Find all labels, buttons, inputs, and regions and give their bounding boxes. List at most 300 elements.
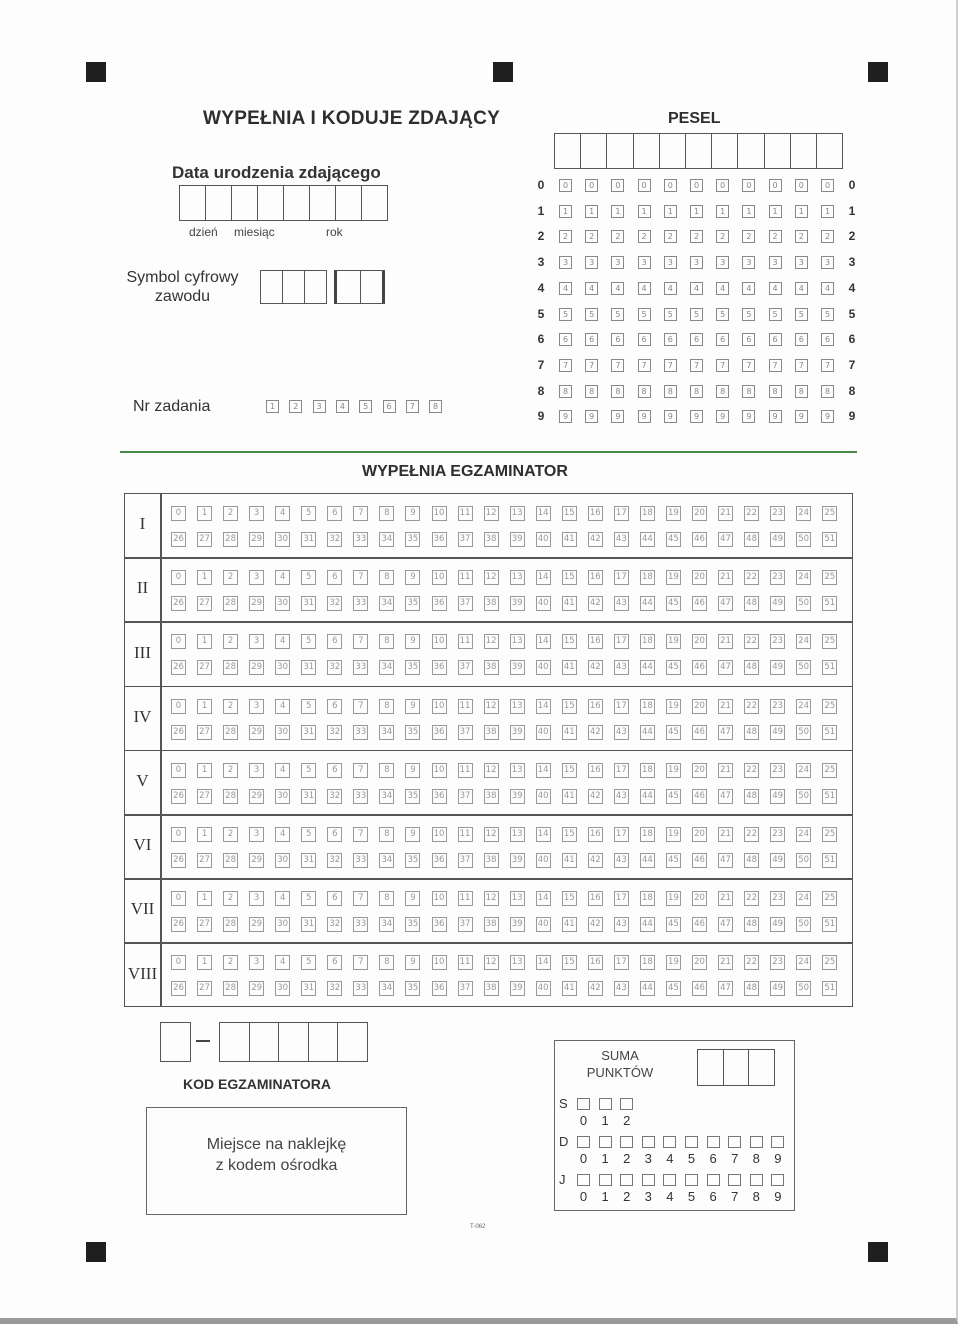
- score-option[interactable]: 15: [562, 570, 577, 585]
- score-option[interactable]: 21: [718, 763, 733, 778]
- score-option[interactable]: 26: [171, 532, 186, 547]
- score-option[interactable]: 19: [666, 570, 681, 585]
- score-option[interactable]: 10: [432, 570, 447, 585]
- score-option[interactable]: 42: [588, 917, 603, 932]
- pesel-digit-option[interactable]: 7: [559, 359, 572, 372]
- score-option[interactable]: 28: [223, 789, 238, 804]
- score-option[interactable]: 13: [510, 763, 525, 778]
- units-option-box[interactable]: [728, 1174, 741, 1186]
- profession-symbol-box[interactable]: [337, 271, 361, 303]
- score-option[interactable]: 50: [796, 981, 811, 996]
- birth-date-box[interactable]: [362, 186, 388, 220]
- score-option[interactable]: 44: [640, 981, 655, 996]
- pesel-digit-option[interactable]: 4: [742, 282, 755, 295]
- score-option[interactable]: 36: [432, 660, 447, 675]
- pesel-digit-option[interactable]: 5: [638, 308, 651, 321]
- score-option[interactable]: 30: [275, 917, 290, 932]
- pesel-digit-option[interactable]: 3: [664, 256, 677, 269]
- score-option[interactable]: 48: [744, 789, 759, 804]
- score-option[interactable]: 31: [301, 660, 316, 675]
- score-option[interactable]: 35: [405, 532, 420, 547]
- score-option[interactable]: 20: [692, 827, 707, 842]
- score-option[interactable]: 18: [640, 827, 655, 842]
- total-points-digit-box[interactable]: [749, 1050, 775, 1085]
- score-option[interactable]: 2: [223, 699, 238, 714]
- score-option[interactable]: 6: [327, 570, 342, 585]
- units-option-box[interactable]: [685, 1174, 698, 1186]
- score-option[interactable]: 10: [432, 955, 447, 970]
- pesel-digit-option[interactable]: 9: [690, 410, 703, 423]
- score-option[interactable]: 9: [405, 506, 420, 521]
- pesel-digit-option[interactable]: 4: [821, 282, 834, 295]
- score-option[interactable]: 45: [666, 660, 681, 675]
- pesel-digit-option[interactable]: 8: [559, 385, 572, 398]
- score-option[interactable]: 15: [562, 763, 577, 778]
- score-option[interactable]: 23: [770, 891, 785, 906]
- score-option[interactable]: 0: [171, 699, 186, 714]
- score-option[interactable]: 20: [692, 699, 707, 714]
- pesel-digit-box[interactable]: [686, 134, 712, 168]
- score-option[interactable]: 8: [379, 570, 394, 585]
- score-option[interactable]: 42: [588, 596, 603, 611]
- task-number-option[interactable]: 6: [383, 400, 396, 413]
- score-option[interactable]: 46: [692, 596, 707, 611]
- score-option[interactable]: 40: [536, 596, 551, 611]
- score-option[interactable]: 27: [197, 660, 212, 675]
- pesel-digit-option[interactable]: 4: [559, 282, 572, 295]
- score-option[interactable]: 43: [614, 853, 629, 868]
- score-option[interactable]: 30: [275, 532, 290, 547]
- pesel-digit-option[interactable]: 4: [664, 282, 677, 295]
- total-points-digit-box[interactable]: [724, 1050, 750, 1085]
- tens-option-box[interactable]: [685, 1136, 698, 1148]
- examiner-code-box[interactable]: [220, 1023, 250, 1061]
- birth-date-box[interactable]: [232, 186, 258, 220]
- score-option[interactable]: 36: [432, 917, 447, 932]
- score-option[interactable]: 47: [718, 660, 733, 675]
- score-option[interactable]: 32: [327, 660, 342, 675]
- score-option[interactable]: 37: [458, 532, 473, 547]
- score-option[interactable]: 38: [484, 917, 499, 932]
- score-option[interactable]: 4: [275, 827, 290, 842]
- score-option[interactable]: 37: [458, 853, 473, 868]
- score-option[interactable]: 6: [327, 891, 342, 906]
- score-option[interactable]: 22: [744, 699, 759, 714]
- score-option[interactable]: 32: [327, 853, 342, 868]
- score-option[interactable]: 10: [432, 699, 447, 714]
- score-option[interactable]: 51: [822, 660, 837, 675]
- score-option[interactable]: 5: [301, 506, 316, 521]
- score-option[interactable]: 23: [770, 699, 785, 714]
- score-option[interactable]: 3: [249, 955, 264, 970]
- score-option[interactable]: 48: [744, 660, 759, 675]
- tens-option-box[interactable]: [620, 1136, 633, 1148]
- examiner-code-box[interactable]: [250, 1023, 280, 1061]
- pesel-digit-option[interactable]: 7: [690, 359, 703, 372]
- score-option[interactable]: 33: [353, 853, 368, 868]
- score-option[interactable]: 34: [379, 917, 394, 932]
- score-option[interactable]: 17: [614, 699, 629, 714]
- score-option[interactable]: 22: [744, 955, 759, 970]
- score-option[interactable]: 27: [197, 789, 212, 804]
- examiner-code-prefix-box[interactable]: [160, 1022, 191, 1062]
- score-option[interactable]: 9: [405, 955, 420, 970]
- score-option[interactable]: 40: [536, 917, 551, 932]
- score-option[interactable]: 51: [822, 789, 837, 804]
- score-option[interactable]: 13: [510, 891, 525, 906]
- score-option[interactable]: 36: [432, 981, 447, 996]
- pesel-digit-option[interactable]: 4: [690, 282, 703, 295]
- score-option[interactable]: 22: [744, 763, 759, 778]
- score-option[interactable]: 37: [458, 660, 473, 675]
- score-option[interactable]: 5: [301, 955, 316, 970]
- score-option[interactable]: 35: [405, 917, 420, 932]
- pesel-digit-option[interactable]: 1: [821, 205, 834, 218]
- score-option[interactable]: 29: [249, 853, 264, 868]
- score-option[interactable]: 6: [327, 634, 342, 649]
- score-option[interactable]: 19: [666, 891, 681, 906]
- score-option[interactable]: 22: [744, 634, 759, 649]
- score-option[interactable]: 22: [744, 570, 759, 585]
- score-option[interactable]: 9: [405, 634, 420, 649]
- tens-option-box[interactable]: [663, 1136, 676, 1148]
- score-option[interactable]: 44: [640, 853, 655, 868]
- score-option[interactable]: 48: [744, 917, 759, 932]
- score-option[interactable]: 5: [301, 827, 316, 842]
- score-option[interactable]: 19: [666, 506, 681, 521]
- pesel-digit-option[interactable]: 1: [559, 205, 572, 218]
- score-option[interactable]: 16: [588, 827, 603, 842]
- score-option[interactable]: 47: [718, 917, 733, 932]
- score-option[interactable]: 7: [353, 827, 368, 842]
- score-option[interactable]: 16: [588, 955, 603, 970]
- units-option-box[interactable]: [620, 1174, 633, 1186]
- score-option[interactable]: 5: [301, 699, 316, 714]
- score-option[interactable]: 13: [510, 699, 525, 714]
- score-option[interactable]: 42: [588, 981, 603, 996]
- score-option[interactable]: 3: [249, 699, 264, 714]
- score-option[interactable]: 43: [614, 660, 629, 675]
- pesel-digit-option[interactable]: 2: [638, 230, 651, 243]
- score-option[interactable]: 23: [770, 827, 785, 842]
- pesel-digit-option[interactable]: 7: [585, 359, 598, 372]
- score-option[interactable]: 15: [562, 827, 577, 842]
- score-option[interactable]: 36: [432, 725, 447, 740]
- score-option[interactable]: 29: [249, 917, 264, 932]
- score-option[interactable]: 42: [588, 853, 603, 868]
- score-option[interactable]: 37: [458, 596, 473, 611]
- profession-symbol-box[interactable]: [305, 271, 327, 303]
- hundreds-option-box[interactable]: [577, 1098, 590, 1110]
- pesel-digit-option[interactable]: 5: [611, 308, 624, 321]
- pesel-digit-option[interactable]: 2: [769, 230, 782, 243]
- score-option[interactable]: 9: [405, 570, 420, 585]
- score-option[interactable]: 48: [744, 725, 759, 740]
- score-option[interactable]: 20: [692, 506, 707, 521]
- score-option[interactable]: 1: [197, 763, 212, 778]
- tens-option-box[interactable]: [577, 1136, 590, 1148]
- score-option[interactable]: 41: [562, 981, 577, 996]
- score-option[interactable]: 33: [353, 725, 368, 740]
- pesel-digit-option[interactable]: 2: [611, 230, 624, 243]
- score-option[interactable]: 5: [301, 891, 316, 906]
- score-option[interactable]: 47: [718, 789, 733, 804]
- score-option[interactable]: 43: [614, 981, 629, 996]
- score-option[interactable]: 8: [379, 955, 394, 970]
- score-option[interactable]: 36: [432, 853, 447, 868]
- score-option[interactable]: 19: [666, 763, 681, 778]
- pesel-digit-box[interactable]: [712, 134, 738, 168]
- score-option[interactable]: 9: [405, 699, 420, 714]
- score-option[interactable]: 45: [666, 725, 681, 740]
- pesel-digit-option[interactable]: 3: [559, 256, 572, 269]
- score-option[interactable]: 2: [223, 891, 238, 906]
- pesel-digit-option[interactable]: 4: [638, 282, 651, 295]
- score-option[interactable]: 27: [197, 725, 212, 740]
- score-option[interactable]: 30: [275, 789, 290, 804]
- score-option[interactable]: 35: [405, 981, 420, 996]
- score-option[interactable]: 7: [353, 891, 368, 906]
- pesel-digit-option[interactable]: 0: [638, 179, 651, 192]
- pesel-digit-option[interactable]: 3: [716, 256, 729, 269]
- tens-option-box[interactable]: [707, 1136, 720, 1148]
- score-option[interactable]: 43: [614, 596, 629, 611]
- score-option[interactable]: 17: [614, 506, 629, 521]
- task-number-option[interactable]: 1: [266, 400, 279, 413]
- score-option[interactable]: 9: [405, 891, 420, 906]
- pesel-digit-option[interactable]: 7: [821, 359, 834, 372]
- score-option[interactable]: 47: [718, 725, 733, 740]
- score-option[interactable]: 41: [562, 853, 577, 868]
- pesel-digit-option[interactable]: 5: [585, 308, 598, 321]
- score-option[interactable]: 31: [301, 596, 316, 611]
- score-option[interactable]: 31: [301, 853, 316, 868]
- score-option[interactable]: 39: [510, 596, 525, 611]
- pesel-digit-box[interactable]: [581, 134, 607, 168]
- score-option[interactable]: 37: [458, 981, 473, 996]
- score-option[interactable]: 41: [562, 596, 577, 611]
- score-option[interactable]: 38: [484, 981, 499, 996]
- examiner-code-box[interactable]: [309, 1023, 339, 1061]
- pesel-digit-option[interactable]: 0: [559, 179, 572, 192]
- score-option[interactable]: 27: [197, 917, 212, 932]
- score-option[interactable]: 14: [536, 891, 551, 906]
- score-option[interactable]: 19: [666, 955, 681, 970]
- score-option[interactable]: 28: [223, 596, 238, 611]
- pesel-digit-option[interactable]: 9: [742, 410, 755, 423]
- score-option[interactable]: 30: [275, 660, 290, 675]
- score-option[interactable]: 31: [301, 981, 316, 996]
- score-option[interactable]: 15: [562, 506, 577, 521]
- score-option[interactable]: 47: [718, 596, 733, 611]
- score-option[interactable]: 29: [249, 596, 264, 611]
- score-option[interactable]: 35: [405, 660, 420, 675]
- score-option[interactable]: 44: [640, 725, 655, 740]
- score-option[interactable]: 15: [562, 634, 577, 649]
- pesel-digit-option[interactable]: 6: [585, 333, 598, 346]
- score-option[interactable]: 0: [171, 570, 186, 585]
- score-option[interactable]: 29: [249, 981, 264, 996]
- score-option[interactable]: 4: [275, 891, 290, 906]
- pesel-digit-option[interactable]: 6: [821, 333, 834, 346]
- score-option[interactable]: 17: [614, 827, 629, 842]
- pesel-digit-option[interactable]: 0: [611, 179, 624, 192]
- units-option-box[interactable]: [771, 1174, 784, 1186]
- task-number-option[interactable]: 4: [336, 400, 349, 413]
- score-option[interactable]: 19: [666, 699, 681, 714]
- birth-date-box[interactable]: [180, 186, 206, 220]
- score-option[interactable]: 11: [458, 763, 473, 778]
- task-number-option[interactable]: 7: [406, 400, 419, 413]
- score-option[interactable]: 13: [510, 570, 525, 585]
- pesel-digit-option[interactable]: 7: [664, 359, 677, 372]
- score-option[interactable]: 36: [432, 596, 447, 611]
- score-option[interactable]: 43: [614, 789, 629, 804]
- score-option[interactable]: 21: [718, 891, 733, 906]
- pesel-digit-box[interactable]: [817, 134, 843, 168]
- hundreds-option-box[interactable]: [620, 1098, 633, 1110]
- pesel-digit-option[interactable]: 2: [690, 230, 703, 243]
- score-option[interactable]: 21: [718, 699, 733, 714]
- score-option[interactable]: 40: [536, 660, 551, 675]
- score-option[interactable]: 45: [666, 981, 681, 996]
- score-option[interactable]: 34: [379, 596, 394, 611]
- score-option[interactable]: 14: [536, 506, 551, 521]
- score-option[interactable]: 26: [171, 789, 186, 804]
- score-option[interactable]: 0: [171, 955, 186, 970]
- score-option[interactable]: 24: [796, 506, 811, 521]
- pesel-digit-option[interactable]: 1: [769, 205, 782, 218]
- score-option[interactable]: 47: [718, 532, 733, 547]
- score-option[interactable]: 3: [249, 763, 264, 778]
- score-option[interactable]: 31: [301, 725, 316, 740]
- score-option[interactable]: 21: [718, 506, 733, 521]
- score-option[interactable]: 48: [744, 532, 759, 547]
- score-option[interactable]: 23: [770, 955, 785, 970]
- score-option[interactable]: 2: [223, 827, 238, 842]
- score-option[interactable]: 21: [718, 570, 733, 585]
- pesel-digit-option[interactable]: 6: [559, 333, 572, 346]
- score-option[interactable]: 10: [432, 634, 447, 649]
- profession-symbol-boxes-b[interactable]: [334, 270, 385, 304]
- score-option[interactable]: 33: [353, 596, 368, 611]
- score-option[interactable]: 28: [223, 917, 238, 932]
- score-option[interactable]: 50: [796, 596, 811, 611]
- pesel-digit-option[interactable]: 5: [716, 308, 729, 321]
- score-option[interactable]: 13: [510, 955, 525, 970]
- score-option[interactable]: 26: [171, 725, 186, 740]
- score-option[interactable]: 3: [249, 634, 264, 649]
- score-option[interactable]: 30: [275, 981, 290, 996]
- score-option[interactable]: 34: [379, 789, 394, 804]
- score-option[interactable]: 16: [588, 891, 603, 906]
- score-option[interactable]: 11: [458, 891, 473, 906]
- pesel-digit-option[interactable]: 1: [690, 205, 703, 218]
- pesel-digit-option[interactable]: 2: [716, 230, 729, 243]
- tens-option-box[interactable]: [642, 1136, 655, 1148]
- pesel-digit-option[interactable]: 4: [769, 282, 782, 295]
- score-option[interactable]: 2: [223, 763, 238, 778]
- score-option[interactable]: 50: [796, 660, 811, 675]
- score-option[interactable]: 25: [822, 699, 837, 714]
- units-option-box[interactable]: [750, 1174, 763, 1186]
- score-option[interactable]: 14: [536, 634, 551, 649]
- score-option[interactable]: 46: [692, 660, 707, 675]
- score-option[interactable]: 20: [692, 763, 707, 778]
- pesel-digit-option[interactable]: 1: [638, 205, 651, 218]
- score-option[interactable]: 4: [275, 570, 290, 585]
- score-option[interactable]: 42: [588, 660, 603, 675]
- score-option[interactable]: 19: [666, 634, 681, 649]
- score-option[interactable]: 8: [379, 699, 394, 714]
- pesel-digit-option[interactable]: 2: [664, 230, 677, 243]
- score-option[interactable]: 6: [327, 763, 342, 778]
- score-option[interactable]: 5: [301, 570, 316, 585]
- pesel-digit-option[interactable]: 2: [795, 230, 808, 243]
- pesel-digit-option[interactable]: 9: [638, 410, 651, 423]
- score-option[interactable]: 20: [692, 634, 707, 649]
- score-option[interactable]: 24: [796, 570, 811, 585]
- score-option[interactable]: 18: [640, 506, 655, 521]
- score-option[interactable]: 11: [458, 506, 473, 521]
- pesel-digit-box[interactable]: [791, 134, 817, 168]
- pesel-digit-option[interactable]: 8: [742, 385, 755, 398]
- score-option[interactable]: 23: [770, 634, 785, 649]
- pesel-digit-box[interactable]: [634, 134, 660, 168]
- pesel-digit-option[interactable]: 8: [611, 385, 624, 398]
- pesel-digit-option[interactable]: 5: [690, 308, 703, 321]
- pesel-digit-option[interactable]: 9: [559, 410, 572, 423]
- score-option[interactable]: 22: [744, 506, 759, 521]
- score-option[interactable]: 39: [510, 917, 525, 932]
- pesel-digit-option[interactable]: 7: [716, 359, 729, 372]
- score-option[interactable]: 4: [275, 763, 290, 778]
- pesel-digit-option[interactable]: 1: [716, 205, 729, 218]
- score-option[interactable]: 49: [770, 789, 785, 804]
- pesel-digit-option[interactable]: 5: [821, 308, 834, 321]
- score-option[interactable]: 49: [770, 725, 785, 740]
- score-option[interactable]: 6: [327, 827, 342, 842]
- birth-date-boxes[interactable]: [179, 185, 388, 221]
- score-option[interactable]: 44: [640, 917, 655, 932]
- score-option[interactable]: 12: [484, 506, 499, 521]
- score-option[interactable]: 39: [510, 532, 525, 547]
- score-option[interactable]: 21: [718, 955, 733, 970]
- pesel-digit-option[interactable]: 9: [769, 410, 782, 423]
- pesel-digit-option[interactable]: 6: [716, 333, 729, 346]
- score-option[interactable]: 24: [796, 955, 811, 970]
- pesel-digit-option[interactable]: 2: [559, 230, 572, 243]
- score-option[interactable]: 0: [171, 506, 186, 521]
- score-option[interactable]: 0: [171, 891, 186, 906]
- score-option[interactable]: 7: [353, 634, 368, 649]
- score-option[interactable]: 3: [249, 827, 264, 842]
- score-option[interactable]: 28: [223, 660, 238, 675]
- score-option[interactable]: 13: [510, 634, 525, 649]
- score-option[interactable]: 45: [666, 532, 681, 547]
- score-option[interactable]: 32: [327, 789, 342, 804]
- pesel-digit-option[interactable]: 0: [716, 179, 729, 192]
- score-option[interactable]: 24: [796, 891, 811, 906]
- pesel-digit-option[interactable]: 7: [795, 359, 808, 372]
- score-option[interactable]: 43: [614, 917, 629, 932]
- score-option[interactable]: 39: [510, 853, 525, 868]
- score-option[interactable]: 49: [770, 532, 785, 547]
- score-option[interactable]: 3: [249, 506, 264, 521]
- score-option[interactable]: 18: [640, 763, 655, 778]
- task-number-option[interactable]: 5: [359, 400, 372, 413]
- score-option[interactable]: 46: [692, 789, 707, 804]
